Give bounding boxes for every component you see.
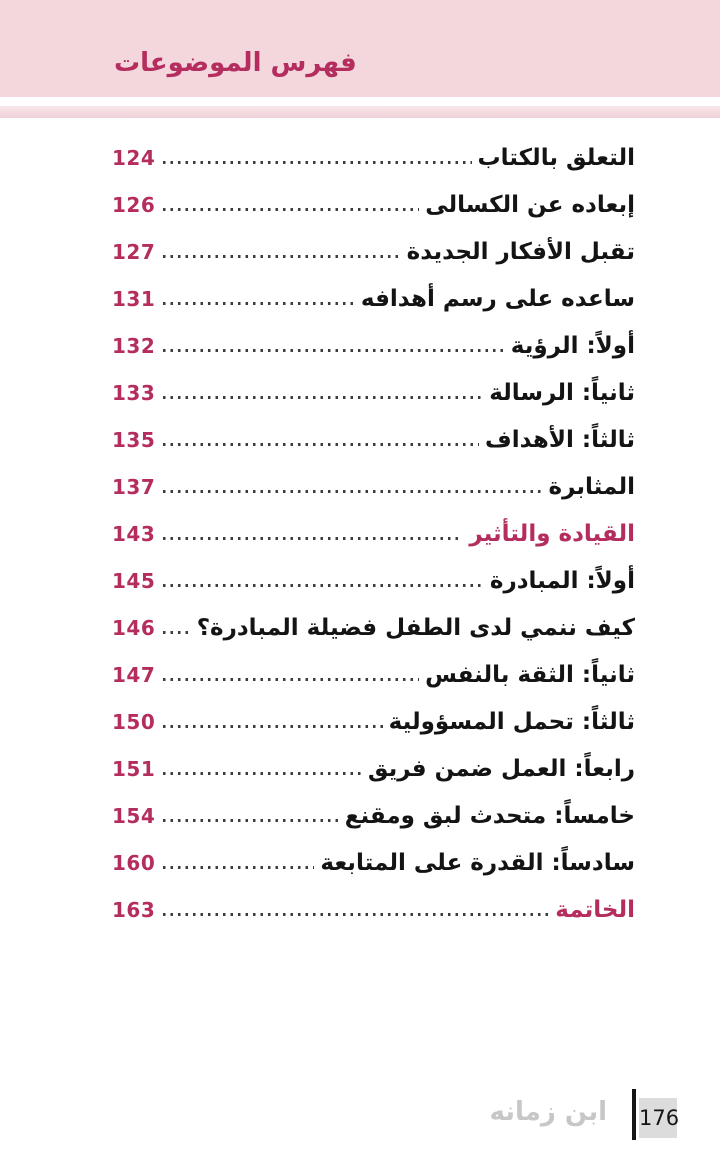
toc-entry-title: ثانياً: الرسالة <box>489 380 635 406</box>
dot-leader <box>163 631 190 634</box>
dot-leader <box>163 255 400 258</box>
toc-entry-row <box>112 652 635 699</box>
toc-entry-row <box>112 511 635 558</box>
dot-leader <box>163 349 505 352</box>
toc-page-number: 132 <box>112 334 156 358</box>
toc-page-number: 146 <box>112 616 156 640</box>
dot-leader <box>163 819 338 822</box>
toc-entry-title: رابعاً: العمل ضمن فريق <box>367 756 635 782</box>
toc-entry-title: ثانياً: الثقة بالنفس <box>425 662 635 688</box>
toc-entry-title: ساعده على رسم أهدافه <box>360 286 635 312</box>
dot-leader <box>163 537 463 540</box>
toc-page-number: 135 <box>112 428 156 452</box>
toc-entry-title: ثالثاً: تحمل المسؤولية <box>388 709 635 735</box>
toc-entry-row <box>112 417 635 464</box>
toc-entry-title: الخاتمة <box>555 897 635 923</box>
toc-entry-title: تقبل الأفكار الجديدة <box>406 239 635 265</box>
footer-page-number: 176 <box>639 1098 677 1138</box>
toc-page-number: 147 <box>112 663 156 687</box>
dot-leader <box>163 208 419 211</box>
toc-entry-row <box>112 182 635 229</box>
toc <box>112 135 635 934</box>
toc-entry-title: خامساً: متحدث لبق ومقنع <box>344 803 635 829</box>
header-divider-line <box>0 106 720 118</box>
toc-page-number: 131 <box>112 287 156 311</box>
toc-entry-row <box>112 276 635 323</box>
toc-entry-title: أولاً: الرؤية <box>510 333 635 359</box>
page-header-band <box>0 0 720 97</box>
toc-entry-title: أولاً: المبادرة <box>489 568 635 594</box>
toc-entry-title: المثابرة <box>548 474 635 500</box>
toc-page-number: 163 <box>112 898 156 922</box>
dot-leader <box>163 161 471 164</box>
dot-leader <box>163 913 549 916</box>
toc-page-number: 124 <box>112 146 156 170</box>
dot-leader <box>163 584 484 587</box>
toc-entry-title: التعلق بالكتاب <box>477 145 635 171</box>
toc-entry-title: سادساً: القدرة على المتابعة <box>320 850 635 876</box>
toc-page-number: 154 <box>112 804 156 828</box>
dot-leader <box>163 678 419 681</box>
dot-leader <box>163 443 479 446</box>
toc-entry-row <box>112 558 635 605</box>
toc-entry-row <box>112 135 635 182</box>
toc-page-number: 151 <box>112 757 156 781</box>
toc-entry-row <box>112 229 635 276</box>
dot-leader <box>163 490 542 493</box>
dot-leader <box>163 866 314 869</box>
dot-leader <box>163 396 483 399</box>
toc-page-number: 145 <box>112 569 156 593</box>
toc-entry-row <box>112 699 635 746</box>
toc-entry-title: القيادة والتأثير <box>469 521 635 547</box>
toc-page-number: 133 <box>112 381 156 405</box>
toc-entry-row <box>112 605 635 652</box>
toc-entry-row <box>112 793 635 840</box>
toc-entry-row <box>112 887 635 934</box>
toc-page-number: 127 <box>112 240 156 264</box>
footer-divider-bar <box>632 1089 636 1140</box>
toc-entry-row <box>112 840 635 887</box>
toc-page-number: 160 <box>112 851 156 875</box>
toc-entry-row <box>112 746 635 793</box>
toc-page-number: 126 <box>112 193 156 217</box>
dot-leader <box>163 725 382 728</box>
toc-page-number: 137 <box>112 475 156 499</box>
dot-leader <box>163 772 362 775</box>
toc-entry-title: كيف ننمي لدى الطفل فضيلة المبادرة؟ <box>196 615 635 641</box>
toc-entry-title: إبعاده عن الكسالى <box>425 192 635 218</box>
toc-entry-row <box>112 370 635 417</box>
toc-entry-row <box>112 323 635 370</box>
toc-entry-title: ثالثاً: الأهداف <box>485 427 635 453</box>
toc-entry-row <box>112 464 635 511</box>
toc-page-number: 143 <box>112 522 156 546</box>
page-header-title: فهرس الموضوعات <box>114 48 357 78</box>
footer-book-title: ابن زمانه <box>489 1097 607 1127</box>
toc-page-number: 150 <box>112 710 156 734</box>
dot-leader <box>163 302 355 305</box>
